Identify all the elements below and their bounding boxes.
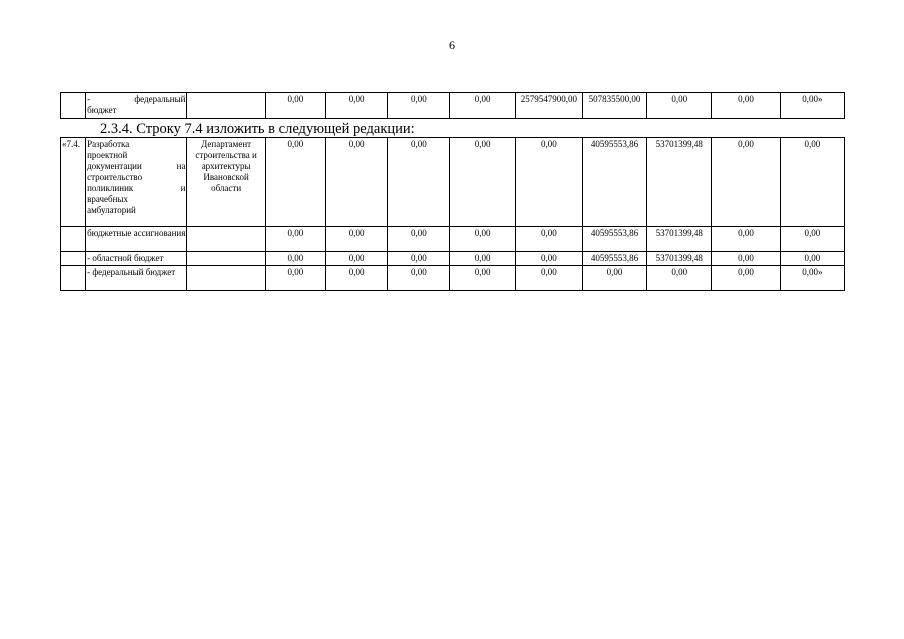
table-row [61,227,845,252]
value-cell: 0,00 [325,252,387,266]
section-heading: 2.3.4. Строку 7.4 изложить в следующей редакции: [100,121,415,137]
row-name-cell: - федеральный бюджет [86,93,187,119]
executor-cell [187,93,265,119]
table-row [61,93,845,119]
table-row [61,252,845,266]
value-cell: 40595553,86 [582,138,646,227]
row-number-cell [61,93,86,119]
value-cell: 0,00 [388,93,450,119]
value-cell: 0,00 [450,138,515,227]
value-cell: 0,00 [265,138,325,227]
value-cell: 40595553,86 [582,227,646,252]
value-cell: 0,00» [780,93,844,119]
value-cell: 0,00 [450,266,515,291]
value-cell: 0,00 [325,266,387,291]
row-name-cell: бюджетные ассигнования [86,227,187,252]
value-cell: 0,00 [712,93,780,119]
value-cell: 0,00 [450,227,515,252]
value-cell: 0,00 [265,266,325,291]
value-cell: 0,00 [325,138,387,227]
row-number-cell [61,252,86,266]
value-cell: 40595553,86 [582,252,646,266]
value-cell: 0,00 [388,266,450,291]
value-cell: 0,00 [325,227,387,252]
value-cell: 0,00 [388,252,450,266]
value-cell: 2579547900,00 [515,93,582,119]
row-name-cell: - областной бюджет [86,252,187,266]
value-cell: 0,00 [780,227,844,252]
row-number-cell [61,266,86,291]
executor-cell [187,266,265,291]
value-cell: 0,00 [388,138,450,227]
value-cell: 0,00 [647,93,712,119]
value-cell: 0,00 [582,266,646,291]
main-table [60,137,845,291]
value-cell: 0,00 [712,138,780,227]
value-cell: 0,00» [780,266,844,291]
value-cell: 0,00 [515,138,582,227]
row-number-cell: «7.4. [61,138,86,227]
value-cell: 0,00 [265,93,325,119]
executor-cell: Департамент строительства и архитектуры Ивановской области [187,138,265,227]
value-cell: 0,00 [647,266,712,291]
value-cell: 0,00 [265,227,325,252]
value-cell: 53701399,48 [647,227,712,252]
value-cell: 0,00 [265,252,325,266]
value-cell: 0,00 [712,266,780,291]
value-cell: 0,00 [325,93,387,119]
page-number: 6 [449,38,455,52]
value-cell: 0,00 [515,252,582,266]
value-cell: 0,00 [515,227,582,252]
value-cell: 0,00 [450,93,515,119]
value-cell: 0,00 [450,252,515,266]
top-table-fragment [60,92,845,119]
value-cell: 0,00 [780,252,844,266]
value-cell: 53701399,48 [647,138,712,227]
table-row [61,266,845,291]
row-name-cell: Разработка проектной документации на строительство поликлиник и врачебных амбулаторий [86,138,187,227]
value-cell: 0,00 [388,227,450,252]
table-row [61,138,845,227]
value-cell: 0,00 [712,227,780,252]
value-cell: 0,00 [780,138,844,227]
row-number-cell [61,227,86,252]
row-name-cell: - федеральный бюджет [86,266,187,291]
executor-cell [187,252,265,266]
value-cell: 507835500,00 [582,93,646,119]
executor-cell [187,227,265,252]
value-cell: 53701399,48 [647,252,712,266]
value-cell: 0,00 [515,266,582,291]
value-cell: 0,00 [712,252,780,266]
